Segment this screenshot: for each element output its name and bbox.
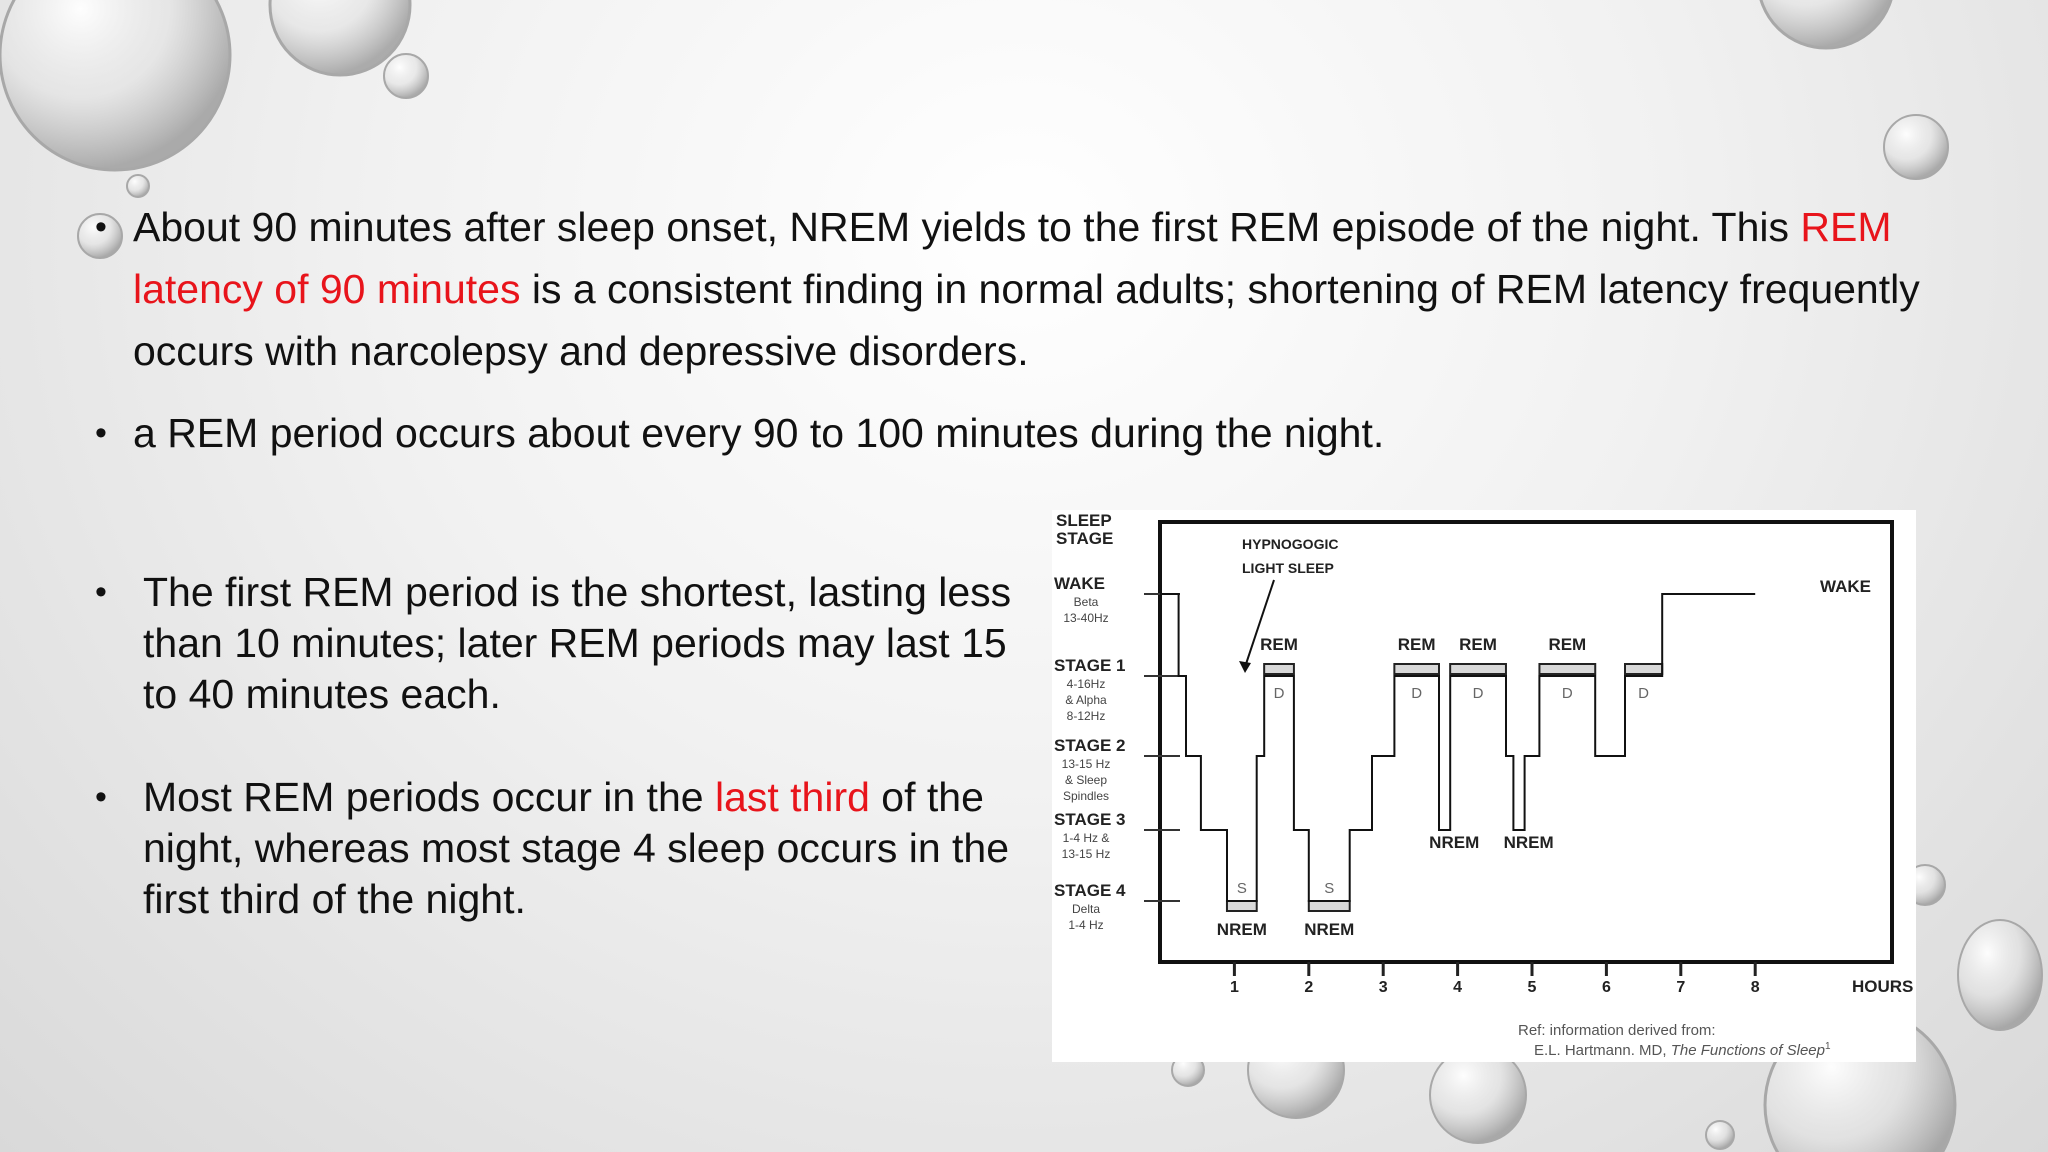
hour-tick-label: 7: [1676, 979, 1686, 996]
dream-label: D: [1273, 685, 1285, 702]
sleep-stage-hypnogram: [1052, 510, 1916, 1062]
nrem-label: NREM: [1503, 833, 1554, 852]
dream-label: D: [1411, 685, 1423, 702]
stage-frequency-label: 13-15 Hz: [1061, 847, 1111, 861]
rem-marker-box: [1450, 664, 1506, 674]
bullet-text: The first REM period is the shortest, lasting less than 10 minutes; later REM periods may last 15 to 40 minutes each.: [143, 569, 1012, 717]
stage-frequency-label: 1-4 Hz &: [1062, 831, 1110, 845]
hypnogogic-label: HYPNOGOGIC: [1242, 536, 1339, 552]
reference-text: [1534, 1041, 1831, 1059]
left-bullet-list: [95, 567, 1045, 925]
bullet-text: of the night, whereas most stage 4 sleep occurs in the first third of the night.: [143, 774, 1010, 922]
stage-frequency-label: & Alpha: [1065, 693, 1107, 707]
stage-label: STAGE 2: [1054, 736, 1126, 755]
plot-frame: [1160, 522, 1892, 962]
bullet-dot: •: [95, 778, 107, 816]
bullet-first-rem-period: [95, 567, 1045, 720]
rem-label: REM: [1459, 635, 1497, 654]
bullet-last-third: [95, 772, 1045, 925]
bullet-dot: •: [95, 573, 107, 611]
stage-frequency-label: 13-40Hz: [1063, 611, 1109, 625]
hypnogogic-arrowhead: [1239, 661, 1251, 673]
hours-label: HOURS: [1852, 977, 1914, 996]
reference-text: Ref: information derived from:: [1518, 1022, 1716, 1039]
hour-axis-ticks: [1230, 962, 1760, 996]
stage-frequency-label: 4-16Hz: [1066, 677, 1106, 691]
stage-label: STAGE 3: [1054, 810, 1126, 829]
hypnogram-svg: [1052, 510, 1916, 1062]
rem-label: REM: [1260, 635, 1298, 654]
rem-marker-box: [1394, 664, 1439, 674]
bullet-text: is a consistent finding in normal adults; shortening of REM latency frequently occurs with narcolepsy and depressive disorders.: [133, 266, 1920, 374]
stage-label: WAKE: [1054, 574, 1105, 593]
stage-label: STAGE 1: [1054, 656, 1126, 675]
nrem-label: NREM: [1304, 920, 1355, 939]
nrem-label: NREM: [1216, 920, 1267, 939]
hypnogram-trace: [1160, 594, 1755, 901]
hour-tick-label: 2: [1304, 979, 1314, 996]
slow-wave-label: S: [1236, 880, 1247, 897]
hour-tick-label: 3: [1378, 979, 1388, 996]
stage-frequency-label: Spindles: [1062, 789, 1110, 803]
rem-label: REM: [1548, 635, 1587, 654]
wake-label: WAKE: [1820, 577, 1871, 596]
stage-frequency-label: & Sleep: [1064, 773, 1108, 787]
hypnogogic-label: LIGHT SLEEP: [1242, 560, 1334, 576]
dream-label: D: [1472, 685, 1484, 702]
rem-marker-box: [1625, 664, 1662, 674]
stage-frequency-label: 8-12Hz: [1066, 709, 1106, 723]
hour-tick-label: 4: [1453, 979, 1463, 996]
bullet-rem-period-frequency: [95, 402, 1995, 464]
rem-marker-box: [1539, 664, 1595, 674]
bullet-text: About 90 minutes after sleep onset, NREM yields to the first REM episode of the night. This: [133, 204, 1801, 250]
slow-wave-label: S: [1324, 880, 1335, 897]
bullet-text: a REM period occurs about every 90 to 100 minutes during the night.: [133, 410, 1385, 456]
slow-wave-marker-box: [1227, 901, 1257, 911]
hour-tick-label: 6: [1601, 979, 1611, 996]
bullet-text: Most REM periods occur in the: [143, 774, 715, 820]
dream-label: D: [1561, 685, 1573, 702]
slow-wave-marker-box: [1309, 901, 1350, 911]
highlight-last-third: last third: [714, 774, 870, 820]
axis-title: SLEEP: [1056, 511, 1112, 530]
hypnogram-line: [1160, 594, 1755, 901]
axis-title: STAGE: [1056, 529, 1114, 548]
highlight-rem-latency: REM latency of 90 minutes: [133, 204, 1892, 312]
hour-tick-label: 8: [1750, 979, 1760, 996]
rem-label: REM: [1397, 635, 1436, 654]
reference-title: The Functions of Sleep: [1670, 1042, 1825, 1059]
bullet-dot: •: [95, 208, 107, 246]
dream-label: D: [1638, 685, 1650, 702]
stage-frequency-label: Delta: [1071, 902, 1101, 916]
reference-author: E.L. Hartmann. MD,: [1534, 1042, 1671, 1059]
stage-frequency-label: Beta: [1073, 595, 1099, 609]
hour-tick-label: 1: [1229, 979, 1239, 996]
stage-label: STAGE 4: [1054, 881, 1126, 900]
stage-frequency-label: 13-15 Hz: [1061, 757, 1111, 771]
nrem-label: NREM: [1429, 833, 1480, 852]
stage-frequency-label: 1-4 Hz: [1068, 918, 1104, 932]
top-bullet-list: [95, 196, 1995, 464]
bullet-rem-latency: [95, 196, 1995, 382]
bullet-dot: •: [95, 414, 107, 452]
reference-sup: 1: [1824, 1041, 1831, 1052]
hour-tick-label: 5: [1527, 979, 1537, 996]
rem-marker-box: [1264, 664, 1294, 674]
